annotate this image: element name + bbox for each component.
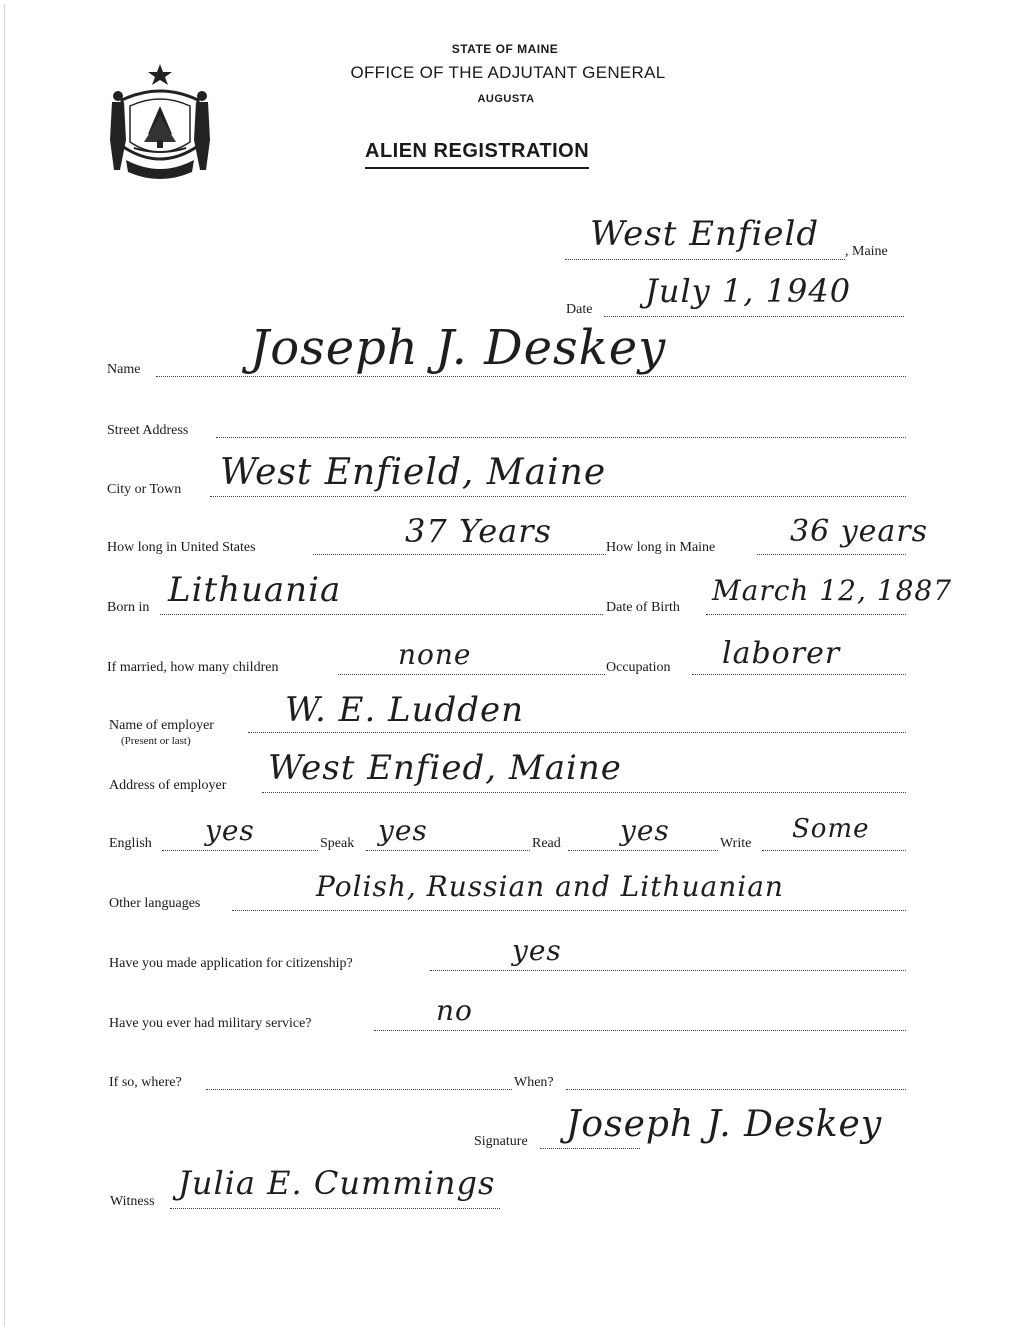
occupation-label: Occupation xyxy=(606,660,671,675)
english-label: English xyxy=(109,836,152,851)
occupation-value: laborer xyxy=(722,636,841,671)
how-long-maine-label: How long in Maine xyxy=(606,540,716,555)
how-long-maine-value: 36 years xyxy=(790,514,929,549)
employer-value: W. E. Ludden xyxy=(285,690,525,730)
employer-label: Name of employer xyxy=(109,718,214,733)
born-in-label: Born in xyxy=(107,600,150,615)
where-line xyxy=(206,1089,512,1090)
born-in-value: Lithuania xyxy=(168,570,342,610)
employer-address-line xyxy=(262,792,906,793)
witness-label: Witness xyxy=(110,1194,155,1209)
header-office: OFFICE OF THE ADJUTANT GENERAL xyxy=(350,63,666,82)
children-label: If married, how many children xyxy=(107,660,279,675)
employer-sublabel: (Present or last) xyxy=(121,735,191,747)
header-city: AUGUSTA xyxy=(477,93,535,105)
how-long-us-line xyxy=(313,554,606,555)
city-value: West Enfield, Maine xyxy=(220,452,607,493)
write-line xyxy=(762,850,906,851)
signature-label: Signature xyxy=(474,1134,528,1149)
form-title: ALIEN REGISTRATION xyxy=(365,140,589,169)
signature-value: Joseph J. Deskey xyxy=(566,1104,883,1145)
header-state: STATE OF MAINE xyxy=(451,42,559,56)
town-value: West Enfield xyxy=(590,214,820,254)
how-long-maine-line xyxy=(757,554,906,555)
write-value: Some xyxy=(792,814,870,844)
employer-address-value: West Enfied, Maine xyxy=(268,748,622,788)
english-line xyxy=(162,850,318,851)
other-languages-value: Polish, Russian and Lithuanian xyxy=(316,870,784,903)
how-long-us-label: How long in United States xyxy=(107,540,256,555)
children-value: none xyxy=(398,638,472,671)
military-label: Have you ever had military service? xyxy=(109,1016,312,1031)
witness-line xyxy=(170,1208,500,1209)
date-value: July 1, 1940 xyxy=(645,272,852,310)
write-label: Write xyxy=(720,836,752,851)
witness-value: Julia E. Cummings xyxy=(178,1164,496,1202)
street-label: Street Address xyxy=(107,423,189,438)
read-value: yes xyxy=(620,814,670,847)
speak-label: Speak xyxy=(320,836,355,851)
other-languages-line xyxy=(232,910,906,911)
speak-line xyxy=(366,850,530,851)
street-line xyxy=(216,437,906,438)
date-of-birth-value: March 12, 1887 xyxy=(712,574,953,607)
name-label: Name xyxy=(107,362,141,377)
date-label: Date xyxy=(566,302,593,317)
city-line xyxy=(210,496,906,497)
when-line xyxy=(566,1089,906,1090)
citizenship-label: Have you made application for citizenship? xyxy=(109,956,353,971)
how-long-us-value: 37 Years xyxy=(405,512,552,550)
date-of-birth-line xyxy=(706,614,906,615)
where-label: If so, where? xyxy=(109,1075,182,1090)
town-line xyxy=(565,259,845,260)
when-label: When? xyxy=(514,1075,554,1090)
speak-value: yes xyxy=(378,814,428,847)
other-languages-label: Other languages xyxy=(109,896,201,911)
occupation-line xyxy=(692,674,906,675)
born-in-line xyxy=(160,614,603,615)
maine-state-seal xyxy=(104,60,216,182)
citizenship-line xyxy=(430,970,906,971)
military-value: no xyxy=(436,994,473,1027)
employer-address-label: Address of employer xyxy=(109,778,227,793)
read-label: Read xyxy=(532,836,561,851)
employer-line xyxy=(248,732,906,733)
name-value: Joseph J. Deskey xyxy=(250,320,667,376)
signature-line xyxy=(540,1148,640,1149)
children-line xyxy=(338,674,605,675)
citizenship-value: yes xyxy=(512,934,562,967)
maine-label: , Maine xyxy=(845,244,888,259)
military-line xyxy=(374,1030,906,1031)
english-value: yes xyxy=(205,814,255,847)
name-line xyxy=(156,376,906,377)
date-line xyxy=(604,316,904,317)
city-label: City or Town xyxy=(107,482,182,497)
date-of-birth-label: Date of Birth xyxy=(606,600,680,615)
read-line xyxy=(568,850,718,851)
